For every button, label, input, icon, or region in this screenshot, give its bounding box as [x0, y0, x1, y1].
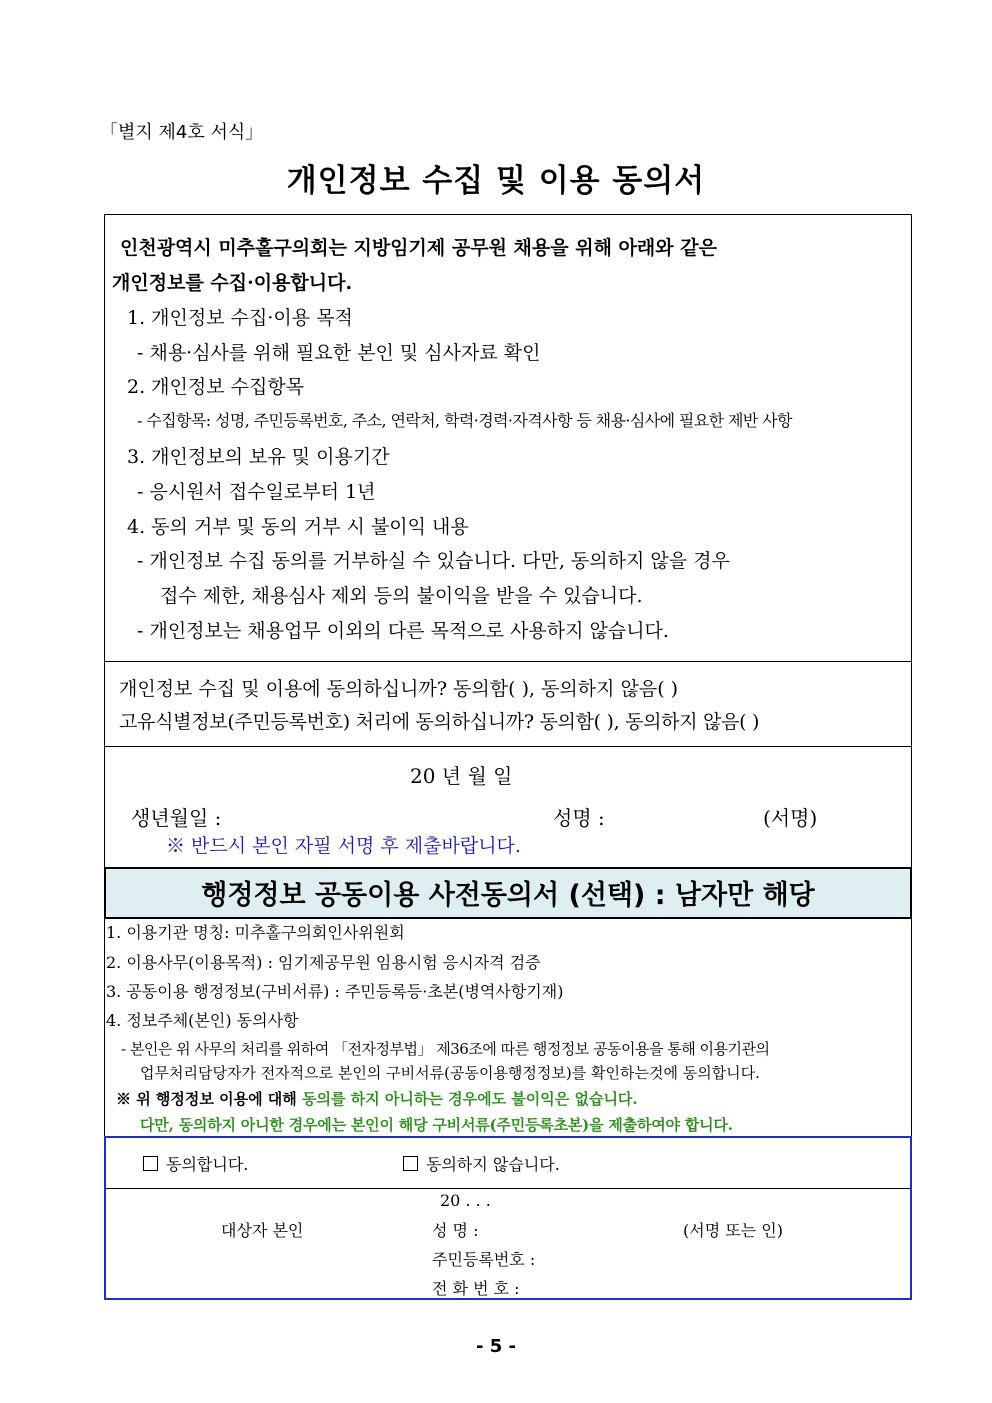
consent-question-unique-id: 고유식별정보(주민등록번호) 처리에 동의하십니까? 동의함( ), 동의하지 않음( )	[119, 711, 760, 733]
items-detail: - 수집항목: 성명, 주민등록번호, 주소, 연락처, 학력·경력·자격사항 등 채용·심사에 필요한 제반 사항	[137, 411, 792, 430]
admin-section-title: 행정정보 공동이용 사전동의서 (선택) : 남자만 해당	[201, 880, 815, 911]
purpose-heading: 1. 개인정보 수집·이용 목적	[127, 307, 353, 329]
disagree-checkbox[interactable]	[403, 1156, 418, 1171]
intro-line-1: 인천광역시 미추홀구의회는 지방임기제 공무원 채용을 위해 아래와 같은	[120, 237, 717, 259]
divider	[106, 1188, 910, 1189]
retention-heading: 3. 개인정보의 보유 및 이용기간	[127, 446, 390, 468]
birth-date-label: 생년월일 :	[131, 806, 222, 830]
rrn-label: 주민등록번호 :	[432, 1250, 536, 1269]
usage-limit: - 개인정보는 채용업무 이외의 다른 목적으로 사용하지 않습니다.	[137, 620, 669, 642]
sign-label: (서명)	[763, 806, 818, 830]
signature-date: 20 년 월 일	[410, 764, 513, 788]
retention-detail: - 응시원서 접수일로부터 1년	[137, 481, 376, 503]
disagree-option[interactable]	[403, 1152, 560, 1175]
admin-sign-label: (서명 또는 인)	[683, 1221, 783, 1240]
agree-checkbox[interactable]	[143, 1156, 158, 1171]
admin-note-line-1	[116, 1088, 638, 1109]
items-heading: 2. 개인정보 수집항목	[127, 376, 305, 398]
disagree-label: 동의하지 않습니다.	[426, 1155, 560, 1174]
admin-note-green: 동의를 하지 아니하는 경우에도 불이익은 없습니다.	[302, 1090, 638, 1108]
admin-note-line-2: 다만, 동의하지 아니한 경우에는 본인이 해당 구비서류(주민등록초본)을 제출하여야 합니다.	[140, 1116, 733, 1134]
refusal-heading: 4. 동의 거부 및 동의 거부 시 불이익 내용	[127, 516, 469, 538]
form-label: 「별지 제4호 서식」	[100, 122, 264, 143]
agree-option[interactable]	[143, 1152, 248, 1175]
admin-date: 20 . . .	[440, 1191, 491, 1210]
consent-question-personal: 개인정보 수집 및 이용에 동의하십니까? 동의함( ), 동의하지 않음( )	[119, 678, 679, 700]
admin-consent-line-2: 업무처리담당자가 전자적으로 본인의 구비서류(공동이용행정정보)를 확인하는것에 동의합니다.	[140, 1064, 760, 1082]
admin-consent-line-1: - 본인은 위 사무의 처리를 위하여 「전자정부법」 제36조에 따른 행정정보 공동이용을 통해 이용기관의	[121, 1040, 770, 1058]
admin-item-4: 4. 정보주체(본인) 동의사항	[106, 1011, 299, 1030]
admin-note-prefix: ※ 위 행정정보 이용에 대해	[116, 1090, 303, 1108]
refusal-detail-1: - 개인정보 수집 동의를 거부하실 수 있습니다. 다만, 동의하지 않을 경우	[137, 550, 730, 572]
phone-label: 전 화 번 호 :	[432, 1279, 520, 1298]
admin-item-2: 2. 이용사무(이용목적) : 임기제공무원 임용시험 응시자격 검증	[106, 953, 541, 972]
admin-item-3: 3. 공동이용 행정정보(구비서류) : 주민등록등·초본(병역사항기재)	[106, 982, 564, 1001]
admin-item-1: 1. 이용기관 명칭: 미추홀구의회인사위원회	[106, 923, 405, 942]
subject-label: 대상자 본인	[221, 1221, 304, 1240]
purpose-detail: - 채용·심사를 위해 필요한 본인 및 심사자료 확인	[137, 342, 541, 364]
signature-notice: ※ 반드시 본인 자필 서명 후 제출바랍니다.	[166, 835, 521, 857]
refusal-detail-2: 접수 제한, 채용심사 제외 등의 불이익을 받을 수 있습니다.	[160, 585, 643, 607]
admin-name-label: 성 명 :	[432, 1221, 479, 1240]
agree-label: 동의합니다.	[166, 1155, 249, 1174]
page-title: 개인정보 수집 및 이용 동의서	[286, 163, 706, 199]
intro-line-2: 개인정보를 수집·이용합니다.	[112, 272, 353, 294]
name-label: 성명 :	[553, 806, 605, 830]
page-number: - 5 -	[476, 1336, 516, 1357]
